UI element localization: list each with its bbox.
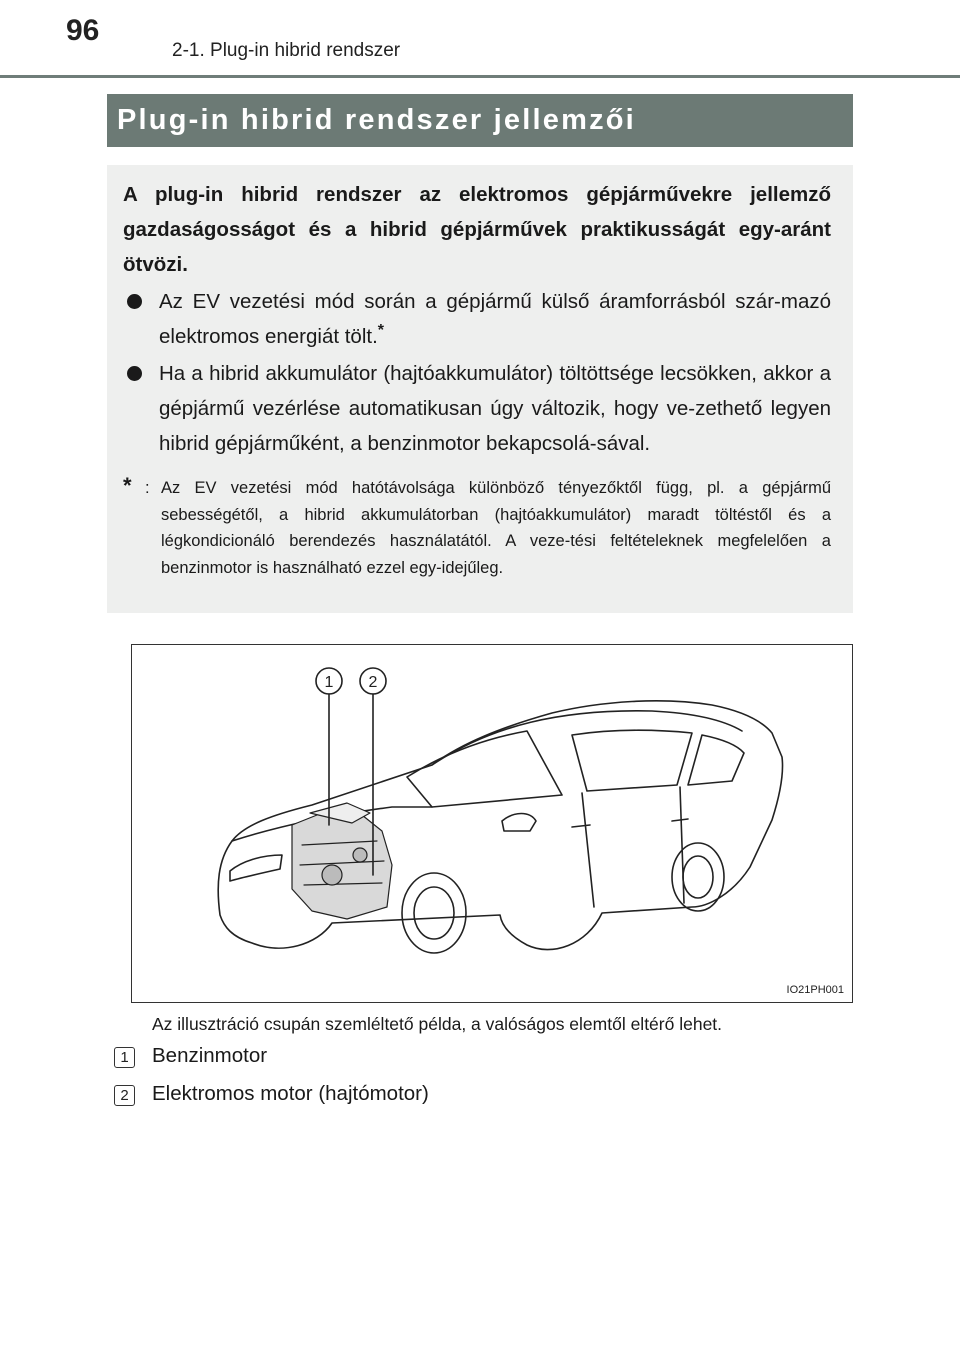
car-drawing <box>132 645 852 1002</box>
figure-code: IO21PH001 <box>786 984 844 996</box>
figure-caption: Az illusztráció csupán szemléltető példa, a valóságos elemtől eltérő lehet. <box>152 1014 723 1034</box>
engine-assembly <box>292 803 392 919</box>
bullet-item <box>123 284 831 354</box>
rear-wheel <box>672 843 724 911</box>
footnote-text: Az EV vezetési mód hatótávolsága különböző tényezőktől függ, pl. a gépjármű sebességétől, a hibrid akkumulátorban (hajtóakkumulátor) maradt töltéstől és a légkondicionáló berendezés használatától. A veze-tési feltételeknek megfelelően a benzinmotor is használható ezzel egy-idejűleg. <box>161 479 831 577</box>
bullet-text: Az EV vezetési mód során a gépjármű külső áramforrásból szár-mazó elektromos energiát tölt. <box>159 290 831 348</box>
car-door-handle <box>572 825 590 827</box>
front-wheel <box>402 873 466 953</box>
footnote-separator: : <box>145 479 150 497</box>
car-headlight <box>230 855 282 881</box>
bullet-item <box>123 356 831 461</box>
car-illustration <box>131 644 853 1003</box>
car-door-handle <box>672 819 688 821</box>
legend-number: 2 <box>114 1085 135 1106</box>
callout-1-label: 1 <box>324 674 334 691</box>
bullet-dot-icon <box>127 366 142 381</box>
footnote-marker: * <box>377 322 385 340</box>
car-windshield <box>407 731 562 807</box>
bullet-dot-icon <box>127 294 142 309</box>
footnote-star: * <box>123 473 132 498</box>
intro-lead: A plug-in hibrid rendszer az elektromos gépjárművekre jellemző gazdaságosságot és a hibrid gépjárművek praktikusságát egy-aránt ötvözi. <box>123 183 831 276</box>
footnote <box>123 475 831 581</box>
front-wheel-rim <box>414 887 454 939</box>
callout-2-label: 2 <box>368 674 378 691</box>
section-breadcrumb: 2-1. Plug-in hibrid rendszer <box>172 40 401 61</box>
header-divider <box>0 75 960 78</box>
page-title: Plug-in hibrid rendszer jellemzői <box>107 94 853 147</box>
car-door-line <box>680 787 684 903</box>
legend-label: Elektromos motor (hajtómotor) <box>152 1082 429 1105</box>
car-side-window-rear <box>688 735 744 785</box>
rear-wheel-rim <box>683 856 713 898</box>
car-mirror <box>502 814 536 832</box>
intro-box <box>107 165 853 613</box>
legend-label: Benzinmotor <box>152 1044 268 1067</box>
bullet-text: Ha a hibrid akkumulátor (hajtóakkumulátor) töltöttsége lecsökken, akkor a gépjármű vezérlése automatikusan úgy változik, hogy ve-zethető legyen hibrid gépjárműként, a benzinmotor bekapcsolá-sával. <box>159 362 831 455</box>
car-side-window-front <box>572 730 692 791</box>
page-number: 96 <box>66 14 100 47</box>
car-door-line <box>582 793 594 907</box>
legend-number: 1 <box>114 1047 135 1068</box>
